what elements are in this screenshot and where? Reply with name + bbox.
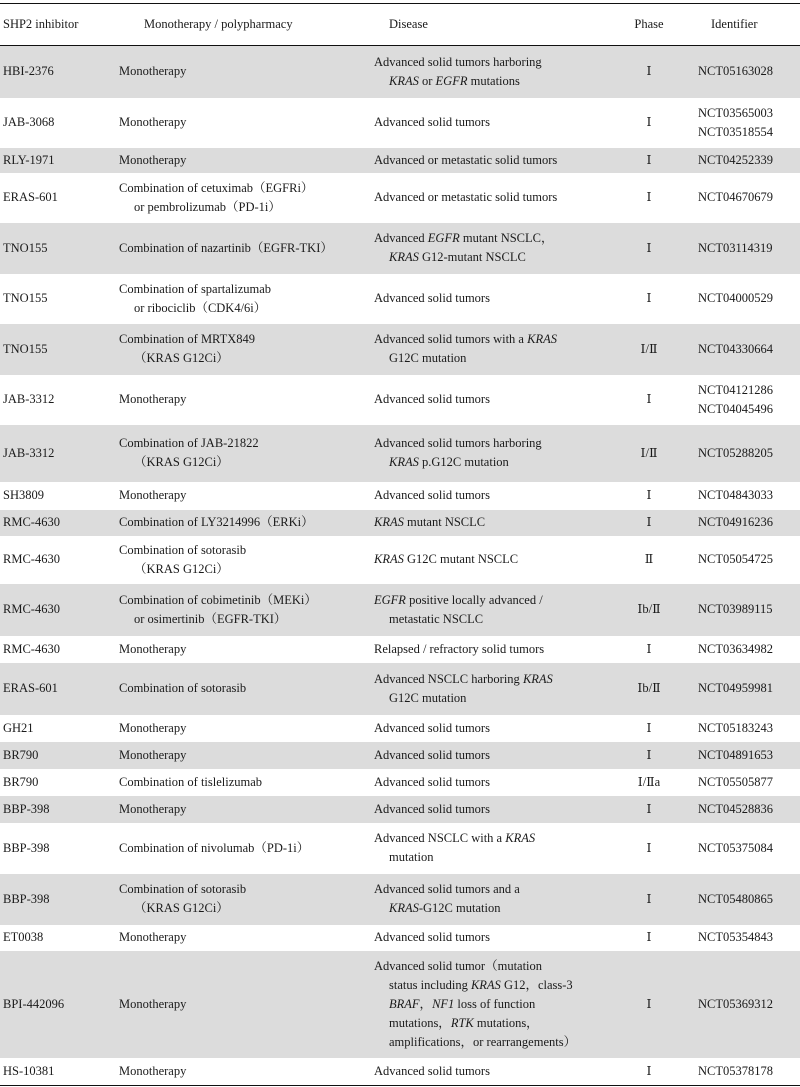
- therapy-line: Combination of tislelizumab: [119, 774, 263, 789]
- identifier-line: NCT04252339: [698, 152, 773, 167]
- cell-phase: Ⅰ: [613, 951, 695, 1058]
- header-therapy: Monotherapy / polypharmacy: [112, 4, 374, 46]
- cell-disease: Advanced solid tumors: [374, 796, 613, 823]
- identifier-line: NCT04959981: [698, 681, 773, 695]
- cell-therapy: [112, 742, 374, 769]
- cell-therapy: [112, 536, 374, 584]
- cell-therapy: [112, 98, 374, 148]
- cell-disease: Advanced EGFR mutant NSCLC， KRAS G12-mutant NSCLC: [374, 223, 613, 274]
- table-row: [0, 951, 800, 1058]
- cell-phase: Ⅰb/Ⅱ: [613, 584, 695, 636]
- cell-inhibitor: TNO155: [0, 324, 112, 375]
- cell-disease: Advanced solid tumors: [374, 930, 490, 944]
- cell-identifier: [695, 584, 800, 636]
- cell-phase: Ⅰ: [646, 392, 652, 406]
- therapy-line: Monotherapy: [119, 488, 187, 502]
- therapy-line: Monotherapy: [119, 996, 187, 1011]
- cell-disease: Advanced solid tumors: [374, 1058, 613, 1086]
- cell-inhibitor: RMC-4630: [3, 552, 60, 566]
- cell-inhibitor: JAB-3312: [0, 425, 112, 482]
- header-inhibitor: SHP2 inhibitor: [0, 4, 112, 46]
- header-row: [0, 4, 800, 46]
- cell-identifier: [695, 173, 800, 223]
- cell-inhibitor: RLY-1971: [0, 148, 112, 173]
- table-row: [0, 874, 800, 925]
- table-row: [0, 742, 800, 769]
- table-row: [0, 663, 800, 715]
- cell-therapy: [112, 636, 374, 663]
- therapy-line: Monotherapy: [119, 152, 187, 167]
- cell-inhibitor: SH3809: [3, 488, 44, 502]
- table-row: [0, 823, 800, 874]
- table-body: [0, 46, 800, 1086]
- cell-phase: Ⅰ: [646, 190, 652, 204]
- cell-phase: Ⅰ: [646, 488, 652, 502]
- cell-identifier: [695, 375, 800, 425]
- therapy-line: Monotherapy: [119, 930, 187, 944]
- identifier-line: NCT04121286: [698, 382, 773, 397]
- therapy-line: （KRAS G12Ci）: [134, 351, 229, 365]
- cell-inhibitor: BPI-442096: [0, 951, 112, 1058]
- therapy-line: Monotherapy: [119, 115, 187, 129]
- table-row: [0, 173, 800, 223]
- cell-inhibitor: BBP-398: [0, 796, 112, 823]
- cell-identifier: [695, 951, 800, 1058]
- cell-disease: Advanced solid tumors and a KRAS-G12C mutation: [374, 874, 613, 925]
- cell-inhibitor: JAB-3068: [3, 115, 55, 129]
- table-row: [0, 482, 800, 510]
- cell-therapy: [112, 796, 374, 823]
- cell-identifier: [695, 482, 800, 510]
- cell-identifier: [695, 223, 800, 274]
- table-row: [0, 274, 800, 324]
- cell-therapy: [112, 663, 374, 715]
- cell-identifier: [695, 636, 800, 663]
- cell-identifier: [695, 1058, 800, 1086]
- cell-disease: Advanced solid tumors: [374, 774, 490, 789]
- identifier-line: NCT04045496: [698, 401, 773, 416]
- therapy-line: Combination of sotorasib: [119, 542, 247, 557]
- cell-disease: Advanced solid tumors harboring KRAS or EGFR mutations: [374, 46, 613, 98]
- table-row: [0, 584, 800, 636]
- therapy-line: Combination of nazartinib（EGFR-TKI）: [119, 240, 333, 255]
- cell-phase: Ⅰ/Ⅱa: [637, 774, 661, 789]
- therapy-line: Combination of JAB-21822: [119, 436, 259, 450]
- therapy-line: Monotherapy: [119, 747, 187, 762]
- cell-inhibitor: HS-10381: [0, 1058, 112, 1086]
- cell-therapy: [112, 375, 374, 425]
- cell-identifier: [695, 742, 800, 769]
- cell-therapy: [112, 510, 374, 536]
- cell-inhibitor: GH21: [3, 720, 34, 735]
- cell-inhibitor: RMC-4630: [0, 584, 112, 636]
- cell-identifier: [695, 769, 800, 796]
- cell-therapy: [112, 425, 374, 482]
- cell-therapy: [112, 823, 374, 874]
- cell-identifier: [695, 274, 800, 324]
- cell-identifier: [695, 46, 800, 98]
- therapy-line: （KRAS G12Ci）: [134, 455, 229, 469]
- cell-phase: Ⅰ: [613, 874, 695, 925]
- identifier-line: NCT05378178: [698, 1063, 773, 1078]
- therapy-line: Combination of cobimetinib（MEKi）: [119, 592, 317, 607]
- identifier-line: NCT05054725: [698, 552, 773, 566]
- therapy-line: or osimertinib（EGFR-TKI）: [134, 611, 287, 626]
- identifier-line: NCT04528836: [698, 801, 773, 816]
- identifier-line: NCT05354843: [698, 930, 773, 944]
- therapy-line: Monotherapy: [119, 1063, 187, 1078]
- cell-identifier: [695, 796, 800, 823]
- therapy-line: Monotherapy: [119, 392, 187, 406]
- cell-inhibitor: HBI-2376: [0, 46, 112, 98]
- table-row: [0, 510, 800, 536]
- cell-inhibitor: RMC-4630: [3, 641, 60, 656]
- table-row: [0, 796, 800, 823]
- cell-phase: Ⅰ: [646, 291, 652, 305]
- cell-phase: Ⅰ: [646, 115, 652, 129]
- cell-phase: Ⅰ: [613, 46, 695, 98]
- cell-disease: Advanced solid tumors: [374, 392, 490, 406]
- header-identifier: Identifier: [695, 4, 800, 46]
- cell-phase: Ⅰ: [613, 148, 695, 173]
- identifier-line: NCT03565003: [698, 105, 773, 120]
- cell-inhibitor: BBP-398: [0, 874, 112, 925]
- cell-phase: Ⅰ: [646, 641, 652, 656]
- cell-phase: Ⅰ: [646, 930, 652, 944]
- cell-inhibitor: BR790: [0, 742, 112, 769]
- cell-identifier: [695, 148, 800, 173]
- therapy-line: Monotherapy: [119, 801, 187, 816]
- cell-identifier: [695, 536, 800, 584]
- identifier-line: NCT05183243: [698, 720, 773, 735]
- cell-phase: Ⅰ: [613, 510, 695, 536]
- table-row: [0, 324, 800, 375]
- identifier-line: NCT04330664: [698, 341, 773, 356]
- cell-identifier: [695, 425, 800, 482]
- cell-inhibitor: ET0038: [3, 930, 44, 944]
- cell-disease: Advanced solid tumors harboring KRAS p.G12C mutation: [374, 425, 613, 482]
- cell-therapy: [112, 223, 374, 274]
- cell-phase: Ⅰ: [613, 223, 695, 274]
- trials-table: [0, 3, 800, 1086]
- cell-identifier: [695, 874, 800, 925]
- table-row: [0, 375, 800, 425]
- cell-disease: Relapsed / refractory solid tumors: [374, 641, 545, 656]
- cell-therapy: [112, 482, 374, 510]
- cell-therapy: [112, 148, 374, 173]
- cell-disease: Advanced solid tumors: [374, 742, 613, 769]
- cell-inhibitor: TNO155: [3, 291, 48, 305]
- identifier-line: NCT03634982: [698, 641, 773, 656]
- identifier-line: NCT04891653: [698, 747, 773, 762]
- therapy-line: （KRAS G12Ci）: [134, 561, 229, 576]
- identifier-line: NCT05480865: [698, 891, 773, 906]
- cell-disease: Advanced solid tumor（mutation status including KRAS G12，class-3 BRAF，NF1 loss of function mutations，RTK mutations， amplifications，or rearrangements）: [374, 951, 613, 1058]
- cell-therapy: [112, 769, 374, 796]
- cell-therapy: [112, 324, 374, 375]
- therapy-line: （KRAS G12Ci）: [134, 901, 229, 915]
- identifier-line: NCT03989115: [698, 602, 773, 616]
- identifier-line: NCT05369312: [698, 996, 773, 1011]
- cell-therapy: [112, 715, 374, 742]
- header-disease: Disease: [374, 4, 613, 46]
- cell-disease: Advanced or metastatic solid tumors: [374, 190, 558, 204]
- table-row: [0, 425, 800, 482]
- therapy-line: Combination of sotorasib: [119, 681, 247, 695]
- table-row: [0, 1058, 800, 1086]
- cell-phase: Ⅰ: [646, 840, 652, 855]
- cell-inhibitor: TNO155: [0, 223, 112, 274]
- cell-disease: KRAS mutant NSCLC: [374, 510, 613, 536]
- cell-phase: Ⅰ: [613, 742, 695, 769]
- cell-therapy: [112, 1058, 374, 1086]
- table-row: [0, 925, 800, 951]
- cell-therapy: [112, 874, 374, 925]
- cell-phase: Ⅰ: [613, 796, 695, 823]
- identifier-line: NCT04843033: [698, 488, 773, 502]
- therapy-line: Combination of nivolumab（PD-1i）: [119, 840, 310, 855]
- cell-inhibitor: RMC-4630: [0, 510, 112, 536]
- cell-phase: Ⅰ/Ⅱ: [613, 324, 695, 375]
- table-row: [0, 223, 800, 274]
- identifier-line: NCT05288205: [698, 445, 773, 460]
- therapy-line: Combination of MRTX849: [119, 332, 256, 346]
- cell-phase: Ⅱ: [644, 552, 654, 566]
- cell-disease: Advanced solid tumors: [374, 291, 490, 305]
- cell-disease: Advanced solid tumors with a KRAS G12C mutation: [374, 324, 613, 375]
- identifier-line: NCT05163028: [698, 64, 773, 79]
- cell-inhibitor: BBP-398: [3, 840, 50, 855]
- therapy-line: Monotherapy: [119, 64, 187, 79]
- cell-disease: Advanced or metastatic solid tumors: [374, 148, 613, 173]
- therapy-line: Combination of LY3214996（ERKi）: [119, 515, 314, 529]
- therapy-line: Combination of sotorasib: [119, 882, 247, 896]
- identifier-line: NCT04670679: [698, 190, 773, 204]
- identifier-line: NCT03114319: [698, 240, 773, 255]
- cell-therapy: [112, 584, 374, 636]
- cell-identifier: [695, 663, 800, 715]
- table-row: [0, 769, 800, 796]
- cell-therapy: [112, 951, 374, 1058]
- table-row: [0, 536, 800, 584]
- identifier-line: NCT05375084: [698, 840, 773, 855]
- cell-phase: Ⅰb/Ⅱ: [613, 663, 695, 715]
- therapy-line: Combination of spartalizumab: [119, 281, 272, 296]
- cell-disease: Advanced NSCLC harboring KRAS G12C mutation: [374, 663, 613, 715]
- table-row: [0, 98, 800, 148]
- therapy-line: Monotherapy: [119, 641, 187, 656]
- cell-therapy: [112, 274, 374, 324]
- cell-disease: Advanced solid tumors: [374, 115, 490, 129]
- therapy-line: or ribociclib（CDK4/6i）: [134, 300, 267, 315]
- therapy-line: Monotherapy: [119, 720, 187, 735]
- identifier-line: NCT03518554: [698, 124, 773, 139]
- cell-phase: Ⅰ/Ⅱ: [613, 425, 695, 482]
- cell-identifier: [695, 823, 800, 874]
- cell-inhibitor: ERAS-601: [0, 663, 112, 715]
- cell-inhibitor: ERAS-601: [3, 190, 58, 204]
- cell-therapy: [112, 46, 374, 98]
- therapy-line: Combination of cetuximab（EGFRi）: [119, 180, 314, 195]
- cell-phase: Ⅰ: [613, 1058, 695, 1086]
- cell-inhibitor: BR790: [3, 774, 39, 789]
- cell-disease: Advanced solid tumors: [374, 488, 490, 502]
- identifier-line: NCT05505877: [698, 774, 773, 789]
- cell-disease: Advanced NSCLC with a KRAS mutation: [374, 831, 536, 864]
- cell-disease: KRAS G12C mutant NSCLC: [374, 552, 519, 566]
- identifier-line: NCT04916236: [698, 515, 773, 529]
- table-row: [0, 148, 800, 173]
- table-row: [0, 636, 800, 663]
- cell-disease: EGFR positive locally advanced / metastatic NSCLC: [374, 584, 613, 636]
- therapy-line: or pembrolizumab（PD-1i）: [134, 199, 281, 214]
- cell-identifier: [695, 324, 800, 375]
- header-phase: Phase: [613, 4, 695, 46]
- cell-inhibitor: JAB-3312: [3, 392, 55, 406]
- identifier-line: NCT04000529: [698, 291, 773, 305]
- cell-therapy: [112, 173, 374, 223]
- cell-identifier: [695, 925, 800, 951]
- table-row: [0, 46, 800, 98]
- cell-identifier: [695, 510, 800, 536]
- cell-phase: Ⅰ: [646, 720, 652, 735]
- table-row: [0, 715, 800, 742]
- cell-therapy: [112, 925, 374, 951]
- cell-disease: Advanced solid tumors: [374, 720, 490, 735]
- cell-identifier: [695, 715, 800, 742]
- cell-identifier: [695, 98, 800, 148]
